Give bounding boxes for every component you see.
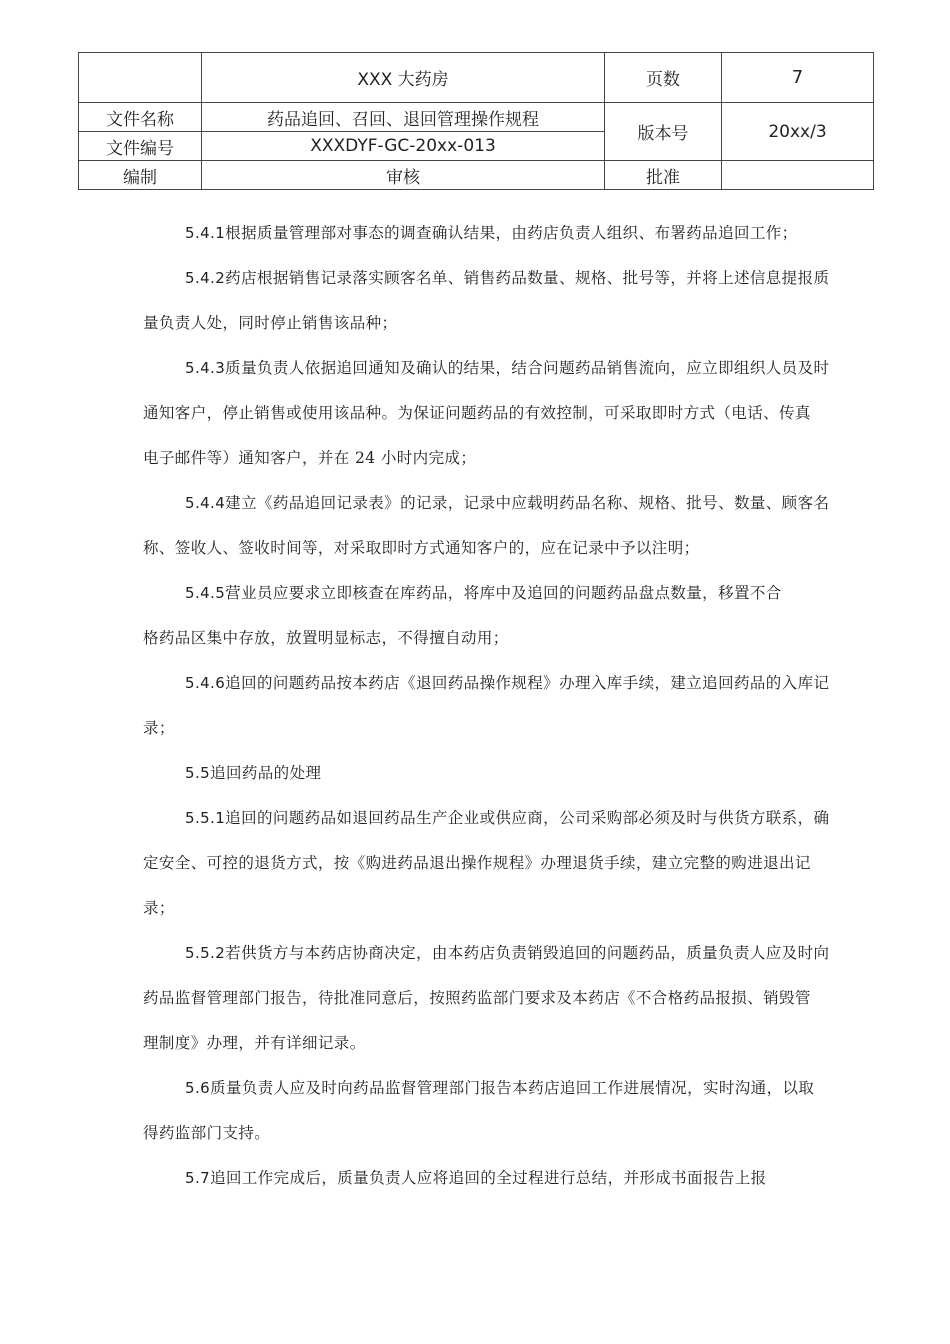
paragraph-line [143,796,873,841]
clause-number: 5.4.1 [185,224,226,242]
paragraph-text: 追回的问题药品按本药店《退回药品操作规程》办理入库手续，建立追回药品的入库记 [225,674,830,692]
clause-number: 5.5 [185,764,211,782]
clause-number: 5.7 [185,1169,211,1187]
clause-number: 5.4.5 [185,584,226,602]
paragraph-line [143,481,873,526]
paragraph-line [143,886,873,931]
paragraph-text: 若供货方与本药店协商决定，由本药店负责销毁追回的问题药品，质量负责人应及时向 [225,944,830,962]
clause-number: 5.4.6 [185,674,226,692]
pages-label: 页数 [605,53,722,103]
paragraph-line [143,751,873,796]
paragraph-line [143,661,873,706]
paragraph-line [143,706,873,751]
paragraph-text: 格药品区集中存放，放置明显标志，不得擅自动用； [143,629,509,647]
paragraph-line [143,211,873,256]
document-header-table [78,52,874,190]
clause-number: 5.4.4 [185,494,226,512]
approve-value [722,161,874,190]
clause-number: 5.5.2 [185,944,226,962]
paragraph-text: 营业员应要求立即核查在库药品，将库中及追回的问题药品盘点数量，移置不合 [225,584,782,602]
approve-label: 批准 [605,161,722,190]
review-label: 审核 [202,161,605,190]
paragraph-text: 追回工作完成后，质量负责人应将追回的全过程进行总结，并形成书面报告上报 [210,1169,767,1187]
paragraph-text: 质量负责人依据追回通知及确认的结果，结合问题药品销售流向，应立即组织人员及时 [225,359,830,377]
document-body [143,211,873,1201]
file-no-value: XXXDYF-GC-20xx-013 [202,132,605,161]
compile-label: 编制 [79,161,202,190]
version-label: 版本号 [605,103,722,161]
paragraph-text: 建立《药品追回记录表》的记录，记录中应载明药品名称、规格、批号、数量、顾客名 [225,494,830,512]
paragraph-line [143,256,873,301]
paragraph-line [143,1021,873,1066]
paragraph-line [143,571,873,616]
paragraph-text: 质量负责人应及时向药品监督管理部门报告本药店追回工作进展情况，实时沟通，以取 [210,1079,815,1097]
paragraph-text: 理制度》办理，并有详细记录。 [143,1034,366,1052]
paragraph-line [143,976,873,1021]
paragraph-line [143,616,873,661]
paragraph-text: 药品监督管理部门报告，待批准同意后，按照药监部门要求及本药店《不合格药品报损、销毁管 [143,989,811,1007]
paragraph-text: 电子邮件等）通知客户，并在 24 小时内完成； [143,449,477,467]
paragraph-line [143,391,873,436]
paragraph-text: 通知客户，停止销售或使用该品种。为保证问题药品的有效控制，可采取即时方式（电话、传真 [143,404,811,422]
file-name-value: 药品追回、召回、退回管理操作规程 [202,103,605,132]
clause-number: 5.4.2 [185,269,226,287]
file-name-label: 文件名称 [79,103,202,132]
paragraph-text: 录； [143,899,175,917]
paragraph-text: 药店根据销售记录落实顾客名单、销售药品数量、规格、批号等，并将上述信息提报质 [225,269,830,287]
paragraph-text: 定安全、可控的退货方式，按《购进药品退出操作规程》办理退货手续，建立完整的购进退出记 [143,854,811,872]
version-value: 20xx/3 [722,103,874,161]
paragraph-text: 录； [143,719,175,737]
paragraph-line [143,1111,873,1156]
clause-number: 5.4.3 [185,359,226,377]
paragraph-text: 追回的问题药品如退回药品生产企业或供应商，公司采购部必须及时与供货方联系，确 [225,809,830,827]
paragraph-line [143,931,873,976]
logo-cell [79,53,202,103]
clause-number: 5.5.1 [185,809,226,827]
paragraph-line [143,841,873,886]
paragraph-line [143,346,873,391]
paragraph-line [143,301,873,346]
paragraph-text: 称、签收人、签收时间等，对采取即时方式通知客户的，应在记录中予以注明； [143,539,700,557]
paragraph-line [143,1066,873,1111]
paragraph-text: 量负责人处，同时停止销售该品种； [143,314,398,332]
paragraph-text: 得药监部门支持。 [143,1124,271,1142]
paragraph-line [143,526,873,571]
paragraph-text: 追回药品的处理 [210,764,322,782]
file-no-label: 文件编号 [79,132,202,161]
clause-number: 5.6 [185,1079,211,1097]
paragraph-line [143,1156,873,1201]
paragraph-text: 根据质量管理部对事态的调查确认结果，由药店负责人组织、布署药品追回工作； [225,224,798,242]
company-name: XXX 大药房 [202,53,605,103]
pages-value: 7 [722,53,874,103]
paragraph-line [143,436,873,481]
